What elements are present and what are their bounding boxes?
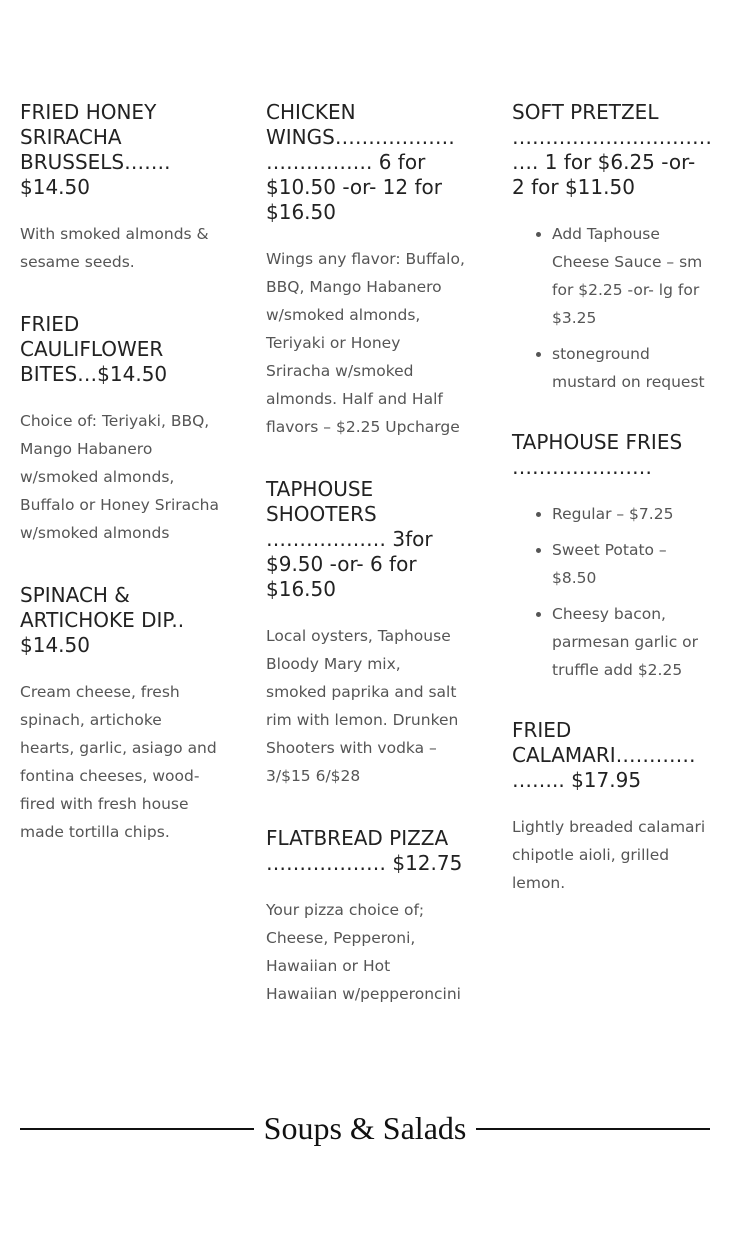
menu-item [20, 583, 220, 846]
section-divider [20, 1108, 710, 1150]
menu-item-description: Lightly breaded calamari chipotle aioli, grilled lemon. [512, 818, 706, 892]
menu-item-title: SPINACH & ARTICHOKE DIP.. $14.50 [20, 583, 185, 657]
menu-item-description: Cream cheese, fresh spinach, artichoke hearts, garlic, asiago and fontina cheeses, wood-fired with fresh house made tortilla chips. [20, 683, 217, 841]
menu-item-description: Choice of: Teriyaki, BBQ, Mango Habanero w/smoked almonds, Buffalo or Honey Sriracha w/smoked almonds [20, 412, 219, 542]
menu-item [512, 718, 712, 897]
menu-column-3 [512, 100, 712, 933]
menu-item [20, 312, 220, 547]
menu-item [512, 430, 712, 684]
menu-item-description: Wings any flavor: Buffalo, BBQ, Mango Habanero w/smoked almonds, Teriyaki or Honey Sriracha w/smoked almonds. Half and Half flavors – $2.25 Upcharge [266, 250, 465, 436]
menu-item [266, 477, 466, 790]
option-list-item: • Cheesy bacon, parmesan garlic or truffle add $2.25 [552, 600, 712, 684]
menu-item-title: FRIED CAULIFLOWER BITES…$14.50 [20, 312, 168, 386]
menu-column-1 [20, 100, 220, 882]
menu-item-options [512, 500, 712, 684]
menu-item-title: TAPHOUSE SHOOTERS ……………… 3for $9.50 -or- 6 for $16.50 [266, 477, 433, 601]
menu-item-title: CHICKEN WINGS……………………………. 6 for $10.50 -or- 12 for $16.50 [266, 100, 455, 224]
menu-item [512, 100, 712, 396]
menu-item-description: Your pizza choice of; Cheese, Pepperoni, Hawaiian or Hot Hawaiian w/pepperoncini [266, 901, 461, 1003]
menu-item-title: FRIED HONEY SRIRACHA BRUSSELS……. $14.50 [20, 100, 171, 199]
menu-item-options [512, 220, 712, 396]
menu-item [266, 826, 466, 1008]
section-heading: Soups & Salads [263, 1110, 467, 1146]
menu-column-2 [266, 100, 466, 1044]
menu-item-description: Local oysters, Taphouse Bloody Mary mix, smoked paprika and salt rim with lemon. Drunken Shooters with vodka – 3/$15 6/$28 [266, 627, 459, 785]
menu-item-title: SOFT PRETZEL ……………………………. 1 for $6.25 -or- 2 for $11.50 [512, 100, 712, 199]
option-list-item: • Sweet Potato – $8.50 [552, 536, 712, 592]
divider-line-right [476, 1128, 710, 1130]
option-list-item: • stoneground mustard on request [552, 340, 712, 396]
menu-item-description: With smoked almonds & sesame seeds. [20, 225, 209, 271]
menu-item [20, 100, 220, 276]
menu-item-title: FLATBREAD PIZZA ……………… $12.75 [266, 826, 463, 875]
option-list-item: • Add Taphouse Cheese Sauce – sm for $2.25 -or- lg for $3.25 [552, 220, 712, 332]
menu-item-title: FRIED CALAMARI……………….. $17.95 [512, 718, 696, 792]
menu-item-title: TAPHOUSE FRIES ………………… [512, 430, 683, 479]
option-list-item: • Regular – $7.25 [552, 500, 712, 528]
menu-item [266, 100, 466, 441]
